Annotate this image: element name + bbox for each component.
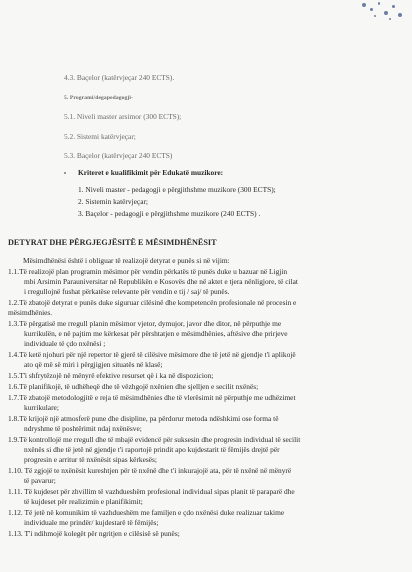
kriteret-item-3: 3. Baçelor - pedagogji e përgjithshme muzikore (240 ECTS) . xyxy=(78,209,261,218)
duty-line: mësimdhënies. xyxy=(8,308,53,317)
bullet-icon xyxy=(64,172,66,174)
kriteret-item-1: 1. Niveli master - pedagogji e përgjithshme muzikore (300 ECTS); xyxy=(78,185,276,194)
list-item-4-3: 4.3. Baçelor (katërvjeçar 240 ECTS). xyxy=(64,73,175,82)
duties-heading: DETYRAT DHE PËRGJEGJËSITË E MËSIMDHËNËSIT xyxy=(8,238,217,247)
duty-line: progresin e arritur të nxënësit sipas kërkesës; xyxy=(24,455,157,464)
list-item-5-1: 5.1. Niveli master arsimor (300 ECTS); xyxy=(64,112,182,121)
duty-line: të pavarur; xyxy=(24,476,56,485)
kriteret-heading: Kriteret e kualifikimit për Edukatë muzikore: xyxy=(78,168,224,177)
duty-line: 1.10. Të zgjojë te nxënësit kureshtjen për të nxënë dhe t'i inkurajojë ata, për të nxënë në mënyrë xyxy=(8,466,292,475)
list-item-5-2: 5.2. Sistemi katërvjeçar; xyxy=(64,132,136,141)
duty-line: ndryshme të poshtërimit ndaj nxënësve; xyxy=(24,424,142,433)
duty-line: 1.12. Të jetë në komunikim të vazhdueshëm me familjen e çdo nxënësi duke realizuar takime xyxy=(8,508,285,517)
duty-line: individuale të çdo nxënësi ; xyxy=(24,339,106,348)
duty-line: të kujdeset për realizimin e planifikimit; xyxy=(24,497,143,506)
duty-line: 1.13. T'i ndihmojë kolegët për ngritjen e cilësisë së punës; xyxy=(8,529,180,538)
duty-line: 1.2.Të zbatojë detyrat e punës duke siguruar cilësinë dhe kompetencën profesionale në procesin e xyxy=(8,298,297,307)
duty-line: 1.4.Të ketë njohuri për një repertor të gjerë të cilësive mësimore dhe të jetë në gjendje t'i aplikojë xyxy=(8,350,296,359)
duty-line: 1.7.Të zbatojë metodologjitë e reja të mësimdhënies dhe të vlerësimit në përputhje me udhëzimet xyxy=(8,393,296,402)
duty-line: kurrikulare; xyxy=(24,403,59,412)
duty-line: 1.1.Të realizojë plan programin mësimor për vendin përkatës të punës duke u bazuar në Ligjin xyxy=(8,267,288,276)
duty-line: mbi Arsimin Parauniversitar në Republikën e Kosovës dhe në aktet e tjera nënligjore, të cilat xyxy=(24,277,298,286)
duty-line: ato që më së miri i përgjigjen situatës në klasë; xyxy=(24,360,163,369)
duty-line: nxënës si dhe të jetë në gjendje t'i raportojë prindit apo kujdestarit të fëmijës drejtë për xyxy=(24,445,280,454)
duty-line: individuale me prindër/ kujdestarë të fëmijës; xyxy=(24,518,159,527)
duty-line: 1.8.Të krijojë një atmosferë pune dhe disipline, pa përdorur metoda ndëshkimi ose forma të xyxy=(8,414,279,423)
duty-line: i rregullojnë fushat përkatëse relevante për vendin e tij / saj/ të punës. xyxy=(24,287,230,296)
duty-line: 1.11. Të kujdeset për zhvillim të vazhdueshëm profesional individual sipas planit të paraparë dhe xyxy=(8,487,295,496)
duty-line: 1.6.Të planifikojë, të udhëheqë dhe të vëzhgojë nxënien dhe sjelljen e secilit nxënës; xyxy=(8,382,259,391)
duty-line: 1.5.T'i shfrytëzojë në mënyrë efektive resurset që i ka në dispozicion; xyxy=(8,371,214,380)
duties-intro: Mësimdhënësi është i obliguar të realizojë detyrat e punës si në vijim: xyxy=(23,256,230,265)
stamp-seal-fragment xyxy=(356,0,406,26)
duty-line: 1.9.Të kontrollojë me rregull dhe të mbajë evidencë për suksesin dhe progresin individual të secilit xyxy=(8,435,301,444)
kriteret-item-2: 2. Sistemin katërvjeçar; xyxy=(78,197,148,206)
duty-line: kurrikulën, e në pajtim me kërkesat për përshtatjen e mësimdhënies, aftësive dhe prirjeve xyxy=(24,329,288,338)
duty-line: 1.3.Të përgatisë me rregull planin mësimor vjetor, dymujor, javor dhe ditor, në përputhje me xyxy=(8,319,282,328)
list-item-5-3: 5.3. Baçelor (katërvjeçar 240 ECTS) xyxy=(64,151,173,160)
section-heading-5: 5. Programi/degapedagogji- xyxy=(64,95,133,101)
